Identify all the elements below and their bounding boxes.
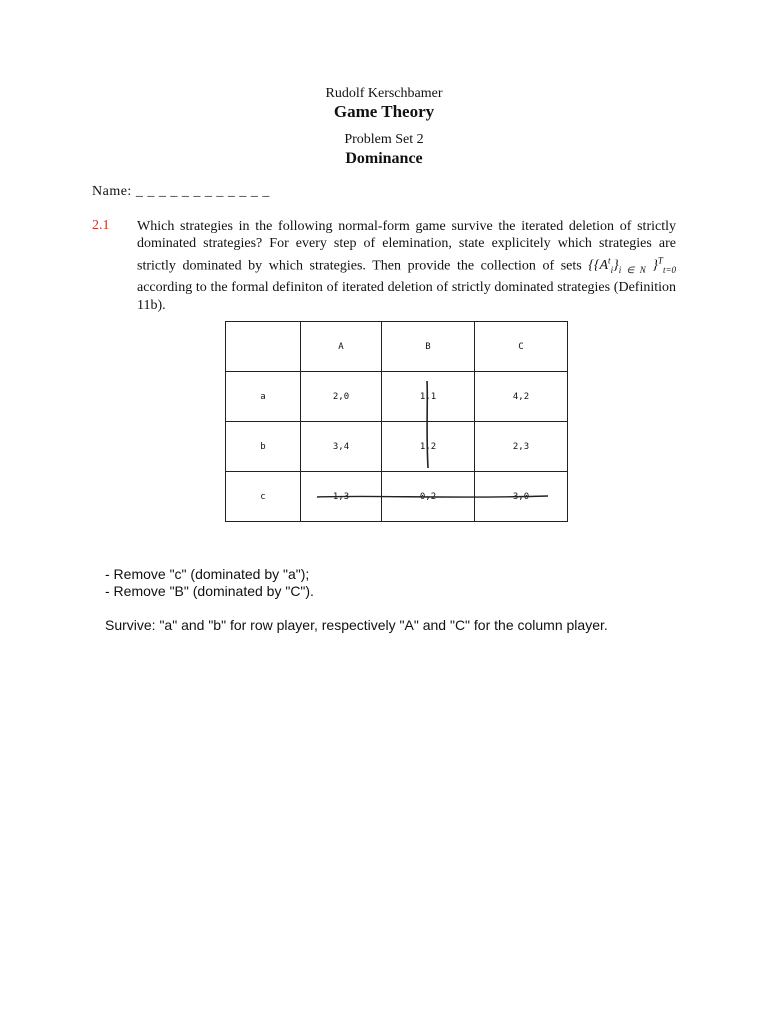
answer-step-2: - Remove "B" (dominated by "C").: [105, 583, 314, 599]
payoff-matrix: [225, 321, 568, 522]
row-strategy-a: a: [226, 372, 301, 422]
payoff-cell: 1,3: [301, 472, 382, 522]
author-name: Rudolf Kerschbamer: [325, 86, 443, 101]
problem-number: 2.1: [92, 218, 110, 233]
course-title: Game Theory: [333, 102, 435, 121]
problem-text-part1: Which strategies in the following normal-form game survive the iterated deletion of strictly dominated strategies? For every step of elemination, state explicitely which strategies are strictly dominated by which strategies. Then provide the collection of sets: [137, 219, 676, 274]
row-strategy-b: b: [226, 422, 301, 472]
column-strategy-B: B: [382, 322, 475, 372]
payoff-cell: 0,2: [382, 472, 475, 522]
table-header-row: [226, 322, 568, 372]
problem-statement: [137, 218, 676, 314]
corner-cell: [226, 322, 301, 372]
payoff-cell: 2,0: [301, 372, 382, 422]
set-notation: {$\{A^t_i\}_{i \in N}$ }$^T_{t=0}$: [588, 255, 677, 276]
payoff-cell: 3,4: [301, 422, 382, 472]
problem-set-label: Problem Set 2: [344, 132, 424, 147]
payoff-cell: 1,2: [382, 422, 475, 472]
column-strategy-C: C: [475, 322, 568, 372]
answer-survivors: Survive: "a" and "b" for row player, respectively "A" and "C" for the column player.: [105, 617, 608, 633]
payoff-cell: 2,3: [475, 422, 568, 472]
answer-step-1: - Remove "c" (dominated by "a");: [105, 566, 310, 582]
table-row: [226, 422, 568, 472]
column-strategy-A: A: [301, 322, 382, 372]
table-row: [226, 372, 568, 422]
payoff-cell: 4,2: [475, 372, 568, 422]
topic-title: Dominance: [345, 150, 423, 167]
payoff-cell: 3,0: [475, 472, 568, 522]
name-field: Name: _ _ _ _ _ _ _ _ _ _ _ _: [92, 184, 270, 199]
payoff-cell: 1,1: [382, 372, 475, 422]
problem-text-part2: according to the formal definiton of iterated deletion of strictly dominated strategies (Definition 11b).: [137, 280, 676, 313]
row-strategy-c: c: [226, 472, 301, 522]
table-row: [226, 472, 568, 522]
